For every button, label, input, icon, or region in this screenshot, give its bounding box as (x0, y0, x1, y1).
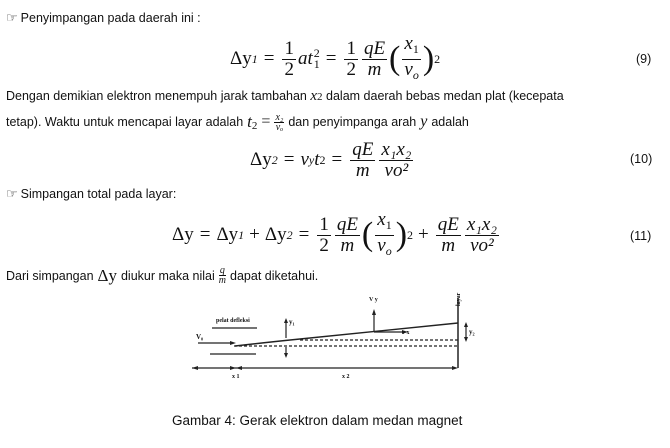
subscript: o (412, 67, 419, 82)
delta-y: Δy (97, 265, 117, 285)
equation-number-9: (9) (636, 52, 652, 66)
numerator (375, 210, 393, 236)
var-x: x (310, 88, 318, 104)
subscript: 1 (238, 227, 245, 242)
equals-sign: = (298, 224, 310, 245)
subscript: o (385, 243, 392, 258)
paragraph-line-2 (6, 110, 469, 134)
equation-10 (250, 138, 415, 182)
text: Dari simpangan (6, 268, 94, 283)
fraction-qE-m (362, 39, 387, 80)
numerator (402, 34, 420, 60)
label-x1: x 1 (232, 374, 240, 380)
fraction-qE-m (436, 215, 461, 256)
fraction-q-m (219, 266, 226, 285)
x: x (377, 208, 386, 230)
pointing-hand-icon: ☞ (6, 10, 18, 25)
equation-11 (172, 210, 501, 260)
v: v (300, 149, 309, 170)
fraction-x1x2-vo2 (379, 140, 413, 181)
left-paren: ( (389, 40, 401, 77)
subscript: 2 (286, 227, 293, 242)
text: adalah (431, 115, 469, 129)
denominator: m (441, 234, 456, 256)
fraction-half (282, 39, 296, 80)
right-paren: ) (395, 216, 408, 253)
numerator: qE (363, 37, 386, 59)
denominator (375, 236, 393, 261)
denominator: 2 (284, 58, 294, 80)
var-t: t (247, 112, 252, 131)
subscript: 1 (251, 51, 258, 66)
at-term: at (297, 48, 313, 69)
label-y1: y₁ (289, 318, 295, 326)
subscript: 1 (385, 217, 392, 232)
left-paren: ( (361, 216, 374, 253)
subscript: 1 (313, 57, 320, 71)
fraction-x1-vo (402, 34, 420, 85)
denominator: m (367, 58, 382, 80)
plus-sign: + (249, 224, 260, 245)
denominator: 2 (346, 58, 356, 80)
numerator: qE (437, 213, 459, 235)
bullet-heading-total (6, 186, 176, 202)
paragraph-conclusion (6, 266, 318, 285)
delta-y: Δy (250, 149, 272, 170)
numerator: 1 (284, 37, 294, 59)
label-x2: x 2 (342, 374, 350, 380)
delta-y2: Δy (264, 224, 287, 245)
equals-sign: = (199, 224, 211, 245)
subscript: 2 (251, 120, 258, 132)
fraction-qE-m (335, 215, 360, 256)
t-scripts (314, 48, 320, 70)
label-deflection-plate: pelat defleksi (216, 318, 250, 324)
v: v (377, 234, 386, 256)
denominator (402, 60, 420, 85)
fraction-x2-vo (274, 113, 284, 132)
denominator: 2 (319, 234, 329, 256)
figure-caption: Gambar 4: Gerak elektron dalam medan magnet (172, 413, 463, 428)
var-y: y (420, 113, 428, 130)
equals-sign: = (331, 149, 343, 170)
numerator: 1 (346, 37, 356, 59)
label-vy: V y (369, 297, 378, 303)
denominator: m (355, 159, 370, 181)
fraction-x1x2-vo2 (465, 215, 499, 256)
numerator: x₂ (275, 111, 284, 123)
label-y2: y₂ (469, 328, 475, 336)
denominator: m (218, 275, 227, 286)
subscript: 1 (412, 41, 419, 56)
bullet-heading-deviation (6, 10, 201, 26)
fraction-qE-m (350, 140, 375, 181)
equation-number-11: (11) (630, 229, 652, 243)
paragraph-line-1 (6, 88, 564, 105)
equation-9 (230, 34, 440, 84)
numerator: qE (352, 138, 374, 160)
equals-sign: = (325, 48, 337, 69)
delta-y: Δy (172, 224, 194, 245)
numerator: x₁x₂ (466, 213, 497, 235)
numerator: x₁x₂ (381, 138, 412, 160)
superscript: 2 (434, 51, 441, 66)
equation-number-10: (10) (630, 152, 653, 166)
subscript: 2 (271, 152, 278, 167)
equals-sign: = (263, 48, 275, 69)
numerator: qE (336, 213, 358, 235)
heading-text: Simpangan total pada layar: (20, 187, 177, 201)
subscript: 2 (319, 152, 326, 167)
equals-sign: = (283, 149, 295, 170)
plus-sign: + (418, 224, 429, 245)
subscript: 2 (317, 91, 323, 103)
delta-y1: Δy (216, 224, 239, 245)
denominator: vo² (384, 159, 409, 181)
label-vx: v x (402, 330, 410, 336)
subscript: y (308, 152, 315, 167)
text: dan penyimpanga arah (288, 115, 417, 129)
denominator: vₒ (275, 121, 284, 133)
delta-y: Δy (230, 48, 252, 69)
text: tetap). Waktu untuk mencapai layar adalah (6, 115, 244, 129)
superscript: 2 (313, 46, 320, 60)
equals-sign: = (261, 113, 271, 130)
text: dalam daerah bebas medan plat (kecepata (326, 89, 564, 103)
text: dapat diketahui. (230, 268, 319, 283)
t: t (314, 149, 320, 170)
fraction-x1-vo (375, 210, 393, 261)
right-paren: ) (422, 40, 435, 77)
label-screen: layar (456, 292, 462, 306)
label-v0: V₀ (196, 333, 204, 341)
text: diukur maka nilai (120, 268, 215, 283)
fraction-half (344, 39, 358, 80)
v: v (404, 58, 413, 80)
text: Dengan demikian elektron menempuh jarak tambahan (6, 89, 307, 103)
heading-text: Penyimpangan pada daerah ini : (20, 11, 201, 25)
fraction-half (317, 215, 331, 256)
denominator: m (340, 234, 355, 256)
numerator: 1 (319, 213, 329, 235)
superscript: 2 (407, 227, 414, 242)
deflection-diagram (190, 292, 480, 392)
x: x (404, 32, 413, 54)
denominator: vo² (470, 234, 494, 256)
pointing-hand-icon: ☞ (6, 186, 18, 201)
numerator: q (219, 265, 225, 276)
